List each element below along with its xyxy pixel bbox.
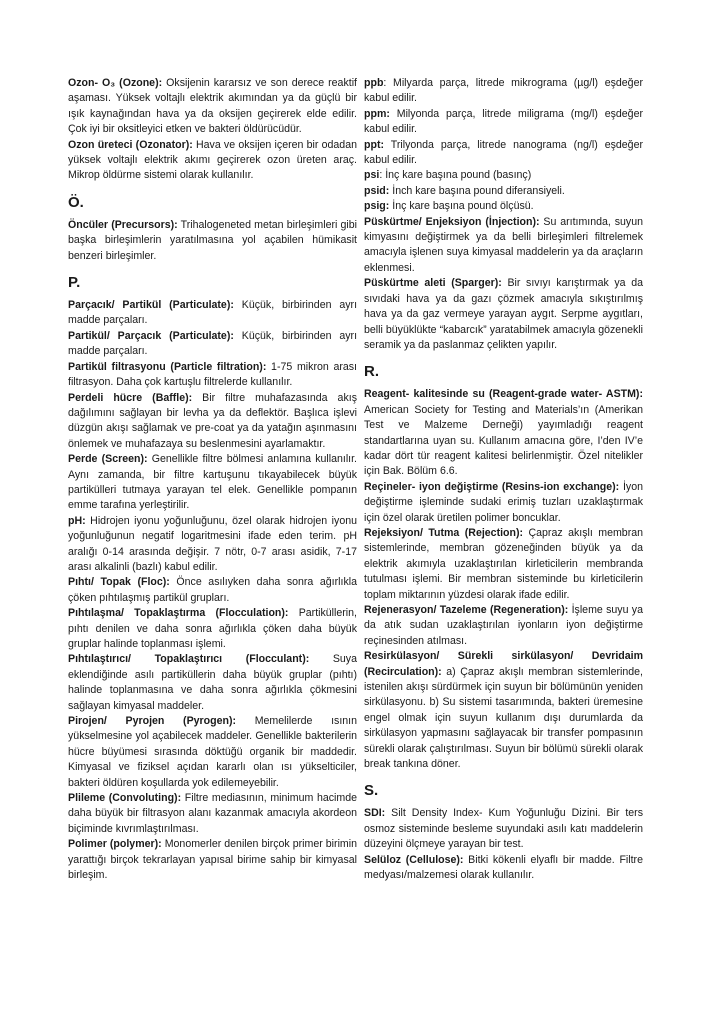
entry-group-s (364, 806, 643, 883)
glossary-entry (364, 76, 643, 107)
entry-definition: 1-75 mikron arası filtrasyon. Daha çok kartuşlu filtrelerde kullanılır. (68, 360, 358, 389)
entry-definition: : Milyarda parça, litrede mikrograma (µg/l) eşdeğer kabul edilir. (364, 77, 643, 105)
entry-definition: Filtre mediasının, minimum hacimde daha büyük bir filtrasyon alanı kazanmak amacıyla akordeon biçiminde kıvrımlaştırılması. (68, 792, 357, 835)
glossary-entry (364, 276, 643, 353)
glossary-entry (364, 649, 643, 772)
entry-definition: a) Çapraz akışlı membran sistemlerinde, istenilen akışı sürdürmek için suyun bir bölümünün yeniden sirkülasyonu. b) Su sistemi tasarımında, bakteri üremesine engel olmak için suyun kullanım dışı durumlarda da sirkülasyon yapmasını sağlayacak bir transfer pompasının sürekli olarak çalıştırılması. Suyun bir bölümü sürekli olarak break tankına döner. (364, 665, 643, 771)
entry-definition: Su arıtımında, suyun kimyasını değiştirmek ya da belli birleşimleri filtrelemek amacıyla işlenen suya kimyasal maddelerin ya da araçların eklenmesi. (364, 215, 643, 274)
entry-term: psi (364, 169, 380, 182)
entry-term: Reagent- kalitesinde su (Reagent-grade water- ASTM): (364, 388, 643, 401)
entry-term: Selüloz (Cellulose): (364, 853, 464, 866)
entry-definition: Küçük, birbirinden ayrı madde parçaları. (68, 299, 358, 327)
glossary-entry (364, 526, 643, 603)
entry-term: Reçineler- iyon değiştirme (Resins-ion exchange): (364, 480, 620, 493)
entry-group-p (68, 298, 357, 883)
glossary-entry (364, 199, 643, 214)
glossary-entry (68, 514, 357, 576)
entry-definition: Genellikle filtre bölmesi anlamına kullanılır. Aynı zamanda, bir filtre kartuşunu tıkayabilecek büyük partikülleri tutmaya yarayan tel elek. Genellikle pompanın emme tarafına yerleştirilir. (68, 453, 358, 512)
entry-definition: Trilyonda parça, litrede nanograma (ng/l) eşdeğer kabul edilir. (364, 138, 643, 167)
entry-term: Ozon üreteci (Ozonator): (68, 138, 193, 151)
entry-definition: Hava ve oksijen içeren bir odadan yüksek voltajlı elektrik akımı geçirerek ozon üreten araç. Mikrop öldürme sistemi olarak kullanılır. (68, 138, 357, 182)
entry-definition: İnç kare başına pound ölçüsü. (389, 200, 534, 213)
entry-definition: Bir sıvıyı karıştırmak ya da sıvıdaki hava ya da gazı çözmek amacıyla sıkıştırılmış hava ya da gaz vermeye yarayan aygıt. Serpme aygıtları, belli büyüklükte “kabarcık” yaratabilmek amacıyla gözenekli seramik ya da paslanmaz çelikten yapılır. (364, 277, 643, 351)
entry-term: Parçacık/ Partikül (Particulate): (68, 299, 234, 312)
entry-definition: Suya eklendiğinde asılı partiküllerin daha büyük gruplar (pıhtı) halinde toplanmasına ve daha sonra ağırlıkla çökmesini sağlayan kimyasal maddeler. (68, 653, 357, 712)
entry-term: Pirojen/ Pyrojen (Pyrogen): (68, 715, 237, 728)
entry-definition: American Society for Testing and Materials’ın (Amerikan Test ve Malzeme Derneği) yayımladığı reagent standartlarına uyan su. Kullanım amacına göre, I’den IV’e kadar dört tür reagent kalitesi belirlenmiştir. Özel nitelikler için Bak. Bölüm 6.6. (364, 403, 643, 478)
entry-term: Ozon- O₃ (Ozone): (68, 77, 163, 89)
glossary-entry (364, 603, 643, 649)
entry-definition: Küçük, birbirinden ayrı madde parçaları. (68, 329, 358, 358)
entry-definition: Partiküllerin, pıhtı denilen ve daha sonra ağırlıkla çöken daha büyük gruplar halinde toplanması işlemi. (68, 607, 357, 650)
entry-definition: Silt Density Index- Kum Yoğunluğu Dizini. Bir ters osmoz sisteminde besleme suyundaki asılı katı maddelerin düzeyini ölçmeye yarayan bir test. (364, 807, 643, 851)
glossary-entry (364, 107, 643, 138)
glossary-entry (68, 360, 357, 391)
left-column (68, 76, 357, 884)
entry-definition: Önce asılıyken daha sonra ağırlıkla çöken pıhtılaşmış partikül grupları. (68, 576, 357, 604)
entry-term: Partikül/ Parçacık (Particulate): (68, 329, 234, 342)
glossary-entry (68, 791, 357, 837)
glossary-entry (68, 218, 357, 264)
entry-term: Püskürtme aleti (Sparger): (364, 277, 502, 290)
entry-term: ppt: (364, 138, 384, 151)
entry-term: Öncüler (Precursors): (68, 218, 178, 231)
entry-term: Rejeksiyon/ Tutma (Rejection): (364, 526, 524, 539)
entry-group-o-umlaut (68, 218, 357, 264)
glossary-entry (68, 606, 357, 652)
entry-term: Pıhtı/ Topak (Floc): (68, 576, 170, 589)
entry-term: psid: (364, 184, 390, 197)
entry-group-o-continued (68, 76, 357, 184)
section-heading-o-umlaut: Ö. (68, 193, 84, 211)
section-heading-p: P. (68, 274, 81, 292)
glossary-entry (68, 76, 357, 138)
entry-term: SDI: (364, 807, 386, 820)
glossary-entry (364, 853, 643, 884)
glossary-entry (68, 391, 357, 453)
entry-definition: Trihalogeneted metan birleşimleri gibi başka birleşimlerin yaratılmasına yol açabilen hümikasit benzeri birleşimler. (68, 218, 357, 262)
entry-term: psig: (364, 200, 390, 213)
right-column (364, 76, 643, 884)
entry-term: Perde (Screen): (68, 453, 148, 466)
glossary-entry (364, 184, 643, 199)
glossary-entry (68, 714, 357, 791)
glossary-entry (364, 215, 643, 277)
entry-term: ppm: (364, 107, 390, 120)
glossary-entry (364, 480, 643, 526)
entry-term: Püskürtme/ Enjeksiyon (İnjection): (364, 215, 540, 228)
glossary-entry (364, 138, 643, 169)
entry-term: Rejenerasyon/ Tazeleme (Regeneration): (364, 604, 569, 616)
glossary-entry (68, 837, 357, 883)
entry-term: Polimer (polymer): (68, 838, 162, 851)
glossary-entry (68, 652, 357, 714)
entry-term: Plileme (Convoluting): (68, 792, 182, 805)
section-heading-r: R. (364, 363, 379, 381)
entry-term: ppb (364, 77, 384, 89)
entry-term: Pıhtılaştırıcı/ Topaklaştırıcı (Flocculant): (68, 653, 310, 666)
entry-definition: Bir filtre muhafazasında akış dağılımını sağlayan bir levha ya da deflektör. Başlıca işlevi düzgün akışı sağlamak ve pre-coat ya da yatağın aşınmasını önlemek ve muhafazaya su beslenmesini ayarlamaktır. (68, 391, 357, 450)
entry-group-r (364, 387, 643, 772)
entry-definition: Oksijenin kararsız ve son derece reaktif aşaması. Yüksek voltajlı elektrik akımından ya da güçlü bir ışık kaynağından hava ya da oksijen geçirerek elde edilir. Çok iyi bir oksitleyici etken ve bakteri öldürücüdür. (68, 77, 357, 136)
glossary-entry (364, 168, 643, 183)
entry-definition: İşleme suyu ya da atık sudan uzaklaştırılan iyonların iyon değiştirme reçinesinden atılması. (364, 604, 643, 647)
glossary-entry (364, 387, 643, 479)
glossary-entry (68, 298, 357, 329)
entry-definition: Milyonda parça, litrede miligrama (mg/l) eşdeğer kabul edilir. (364, 107, 643, 136)
glossary-entry (364, 806, 643, 852)
glossary-entry (68, 575, 357, 606)
entry-definition: Çapraz akışlı membran sistemlerinde, membran gözeneğinden büyük ya da elektrik akımıyla uzaklaştırılan kirleticilerin membranda tutulması işlemi. Bir membran sisteminde bu kirleticilerin toplam miktarının yüzdesi olarak ifade edilir. (364, 526, 644, 601)
section-heading-s: S. (364, 782, 379, 800)
entry-term: Resirkülasyon/ Sürekli sirkülasyon/ Devridaim (Recirculation): (364, 650, 643, 678)
entry-term: Pıhtılaşma/ Topaklaştırma (Flocculation): (68, 607, 289, 620)
entry-definition: Bitki kökenli elyaflı bir madde. Filtre medyası/malzemesi olarak kullanılır. (364, 853, 643, 882)
entry-group-p-continued (364, 76, 643, 353)
entry-term: Partikül filtrasyonu (Particle filtration): (68, 360, 267, 373)
entry-definition: İyon değiştirme işleminde sudaki erimiş tuzları uzaklaştırmak için özel olarak üretilen polimer boncuklar. (364, 480, 643, 524)
entry-term: Perdeli hücre (Baffle): (68, 391, 193, 404)
glossary-entry (68, 452, 357, 514)
entry-definition: Memelilerde ısının yükselmesine yol açabilecek maddeler. Genellikle bakterilerin hücre büyümesi sırasında döktüğü organik bir maddedir. Kimyasal ve fiziksel açıdan kararlı olan ısı yükselticiler, bakteri öldüren koşullarda yok edilemeyebilir. (68, 715, 357, 789)
glossary-entry (68, 138, 357, 184)
entry-definition: Monomerler denilen birçok primer birimin yarattığı birçok tekrarlayan yapısal birime sahip bir kimyasal birleşim. (68, 838, 357, 882)
entry-definition: : İnç kare başına pound (basınç) (379, 169, 532, 182)
entry-definition: İnch kare başına pound diferansiyeli. (389, 184, 565, 197)
entry-definition: Hidrojen iyonu yoğunluğunu, özel olarak hidrojen iyonu yoğunluğunun negatif logaritmesini ifade eden terim. pH aralığı 0-14 arasında değişir. 7 nötr, 0-7 arası asidik, 7-17 arası alkalinli (bazlı) kabul edilir. (68, 514, 357, 573)
glossary-entry (68, 329, 357, 360)
entry-term: pH: (68, 514, 86, 527)
